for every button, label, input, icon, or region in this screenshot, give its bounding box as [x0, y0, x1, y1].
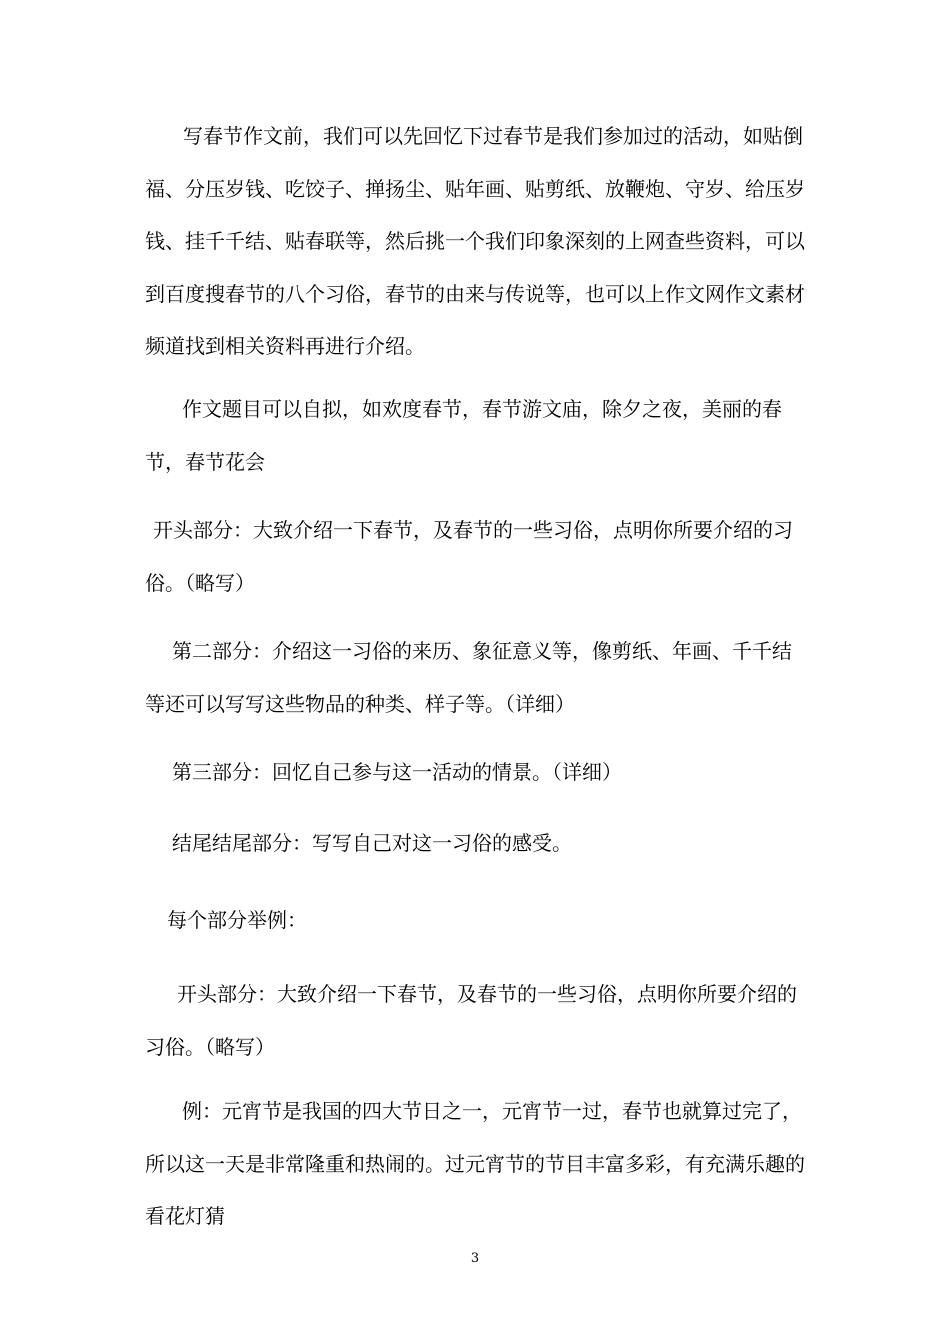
paragraph-ending: 结尾结尾部分：写写自己对这一习俗的感受。: [172, 831, 572, 855]
paragraph-title-suggestions: 作文题目可以自拟，如欢度春节，春节游文庙，除夕之夜，美丽的春节，春节花会: [145, 397, 782, 474]
paragraph-opening-example: 开头部分：大致介绍一下春节，及春节的一些习俗，点明你所要介绍的习俗。（略写）: [145, 982, 797, 1059]
paragraph-opening: 开头部分：大致介绍一下春节，及春节的一些习俗，点明你所要介绍的习俗。（略写）: [145, 518, 793, 595]
paragraph-intro: 写春节作文前，我们可以先回忆下过春节是我们参加过的活动，如贴倒福、分压岁钱、吃饺子、掸扬尘、贴年画、贴剪纸、放鞭炮、守岁、给压岁钱、挂千千结、贴春联等，然后挑一个我们印象深刻的上网查些资料，可以到百度搜春节的八个习俗，春节的由来与传说等，也可以上作文网作文素材频道找到相关资料再进行介绍。: [145, 124, 805, 358]
paragraph-examples-heading: 每个部分举例：: [167, 908, 307, 932]
paragraph-example-text: 例：元宵节是我国的四大节日之一，元宵节一过，春节也就算过完了，所以这一天是非常隆重和热闹的。过元宵节的节目丰富多彩，有充满乐趣的看花灯猜: [145, 1099, 805, 1228]
paragraph-part-two: 第二部分：介绍这一习俗的来历、象征意义等，像剪纸、年画、千千结等还可以写写这些物品的种类、样子等。（详细）: [145, 639, 792, 716]
paragraph-part-three: 第三部分：回忆自己参与这一活动的情景。（详细）: [172, 760, 622, 784]
page-number: 3: [470, 1251, 480, 1266]
